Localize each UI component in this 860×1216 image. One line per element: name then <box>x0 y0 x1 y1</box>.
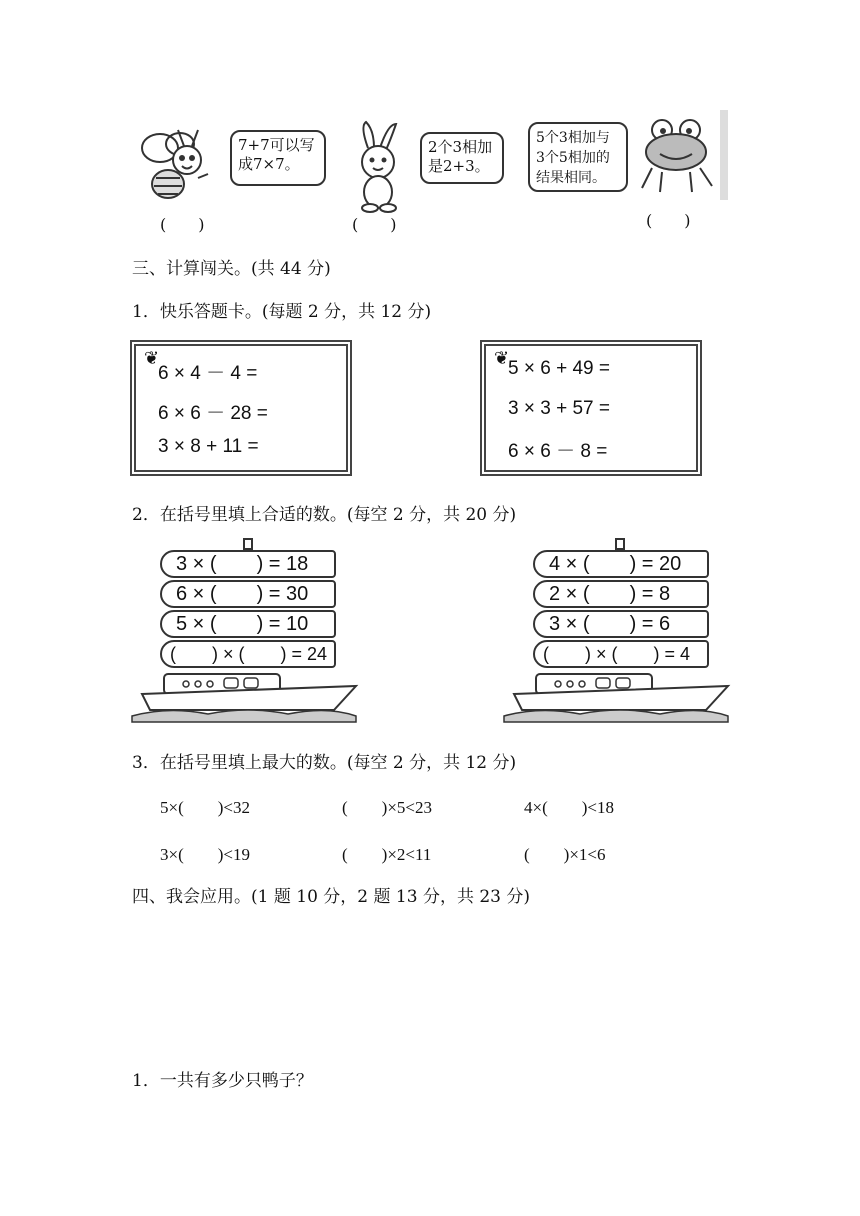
section3-q1-title: 1．快乐答题卡。(每题 2 分，共 12 分) <box>132 302 432 322</box>
section4-title: 四、我会应用。(1 题 10 分，2 题 13 分，共 23 分) <box>132 887 531 907</box>
section3-title: 三、计算闯关。(共 44 分) <box>132 259 331 279</box>
rabbit-speech-bubble <box>420 132 504 184</box>
boat-icon <box>500 666 732 726</box>
card-left-expr-2[interactable]: 6 × 6 － 28 = <box>158 403 268 424</box>
frog-answer-paren[interactable]: ( ) <box>646 211 691 230</box>
bee-speech-bubble <box>230 130 326 186</box>
mast <box>615 538 625 550</box>
rabbit-answer-paren[interactable]: ( ) <box>352 215 397 234</box>
rabbit-bubble-line-2: 是2+3。 <box>428 157 490 175</box>
section3-q2-title: 2．在括号里填上合适的数。(每空 2 分，共 20 分) <box>132 505 517 525</box>
bee-answer-paren[interactable]: ( ) <box>160 215 205 234</box>
frog-bubble-line-1: 5个3相加与 <box>536 130 610 146</box>
inequality-1[interactable]: 5×( )<32 <box>160 798 250 817</box>
frog-bubble-line-2: 3个5相加的 <box>536 150 610 166</box>
sail-left-3[interactable]: 5 × ( ) = 10 <box>160 610 336 638</box>
sail-right-1[interactable]: 4 × ( ) = 20 <box>533 550 709 578</box>
inequality-6[interactable]: ( )×1<6 <box>524 845 606 864</box>
inequality-3[interactable]: 4×( )<18 <box>524 798 614 817</box>
card-left-expr-1[interactable]: 6 × 4 － 4 = <box>158 363 258 384</box>
sail-left-1[interactable]: 3 × ( ) = 18 <box>160 550 336 578</box>
section4-q1-title: 1．一共有多少只鸭子？ <box>132 1071 313 1091</box>
answer-card-right <box>480 340 702 476</box>
inequality-4[interactable]: 3×( )<19 <box>160 845 250 864</box>
sail-left-2[interactable]: 6 × ( ) = 30 <box>160 580 336 608</box>
answer-card-left <box>130 340 352 476</box>
section3-q3-title: 3．在括号里填上最大的数。(每空 2 分，共 12 分) <box>132 753 517 773</box>
card-left-expr-3[interactable]: 3 × 8 + 11 = <box>158 436 259 457</box>
frog-speech-bubble <box>528 122 628 192</box>
boat-icon <box>128 666 360 726</box>
rabbit-icon <box>340 118 420 214</box>
inequality-2[interactable]: ( )×5<23 <box>342 798 432 817</box>
sail-left-4[interactable]: ( ) × ( ) = 24 <box>160 640 336 668</box>
sail-right-4[interactable]: ( ) × ( ) = 4 <box>533 640 709 668</box>
card-right-expr-3[interactable]: 6 × 6 － 8 = <box>508 441 608 462</box>
rabbit-bubble-line-1: 2个3相加 <box>428 138 493 156</box>
bee-bubble-line-2: 成7×7。 <box>238 155 300 173</box>
frog-icon <box>632 110 728 200</box>
inequality-5[interactable]: ( )×2<11 <box>342 845 432 864</box>
leaf-icon: ❦ <box>144 348 160 369</box>
card-right-expr-1[interactable]: 5 × 6 + 49 = <box>508 358 610 379</box>
bee-icon <box>132 118 222 208</box>
sail-right-2[interactable]: 2 × ( ) = 8 <box>533 580 709 608</box>
bee-bubble-line-1: 7+7可以写 <box>238 136 315 154</box>
frog-bubble-line-3: 结果相同。 <box>536 170 606 186</box>
sail-right-3[interactable]: 3 × ( ) = 6 <box>533 610 709 638</box>
leaf-icon: ❦ <box>494 348 510 369</box>
mast <box>243 538 253 550</box>
card-right-expr-2[interactable]: 3 × 3 + 57 = <box>508 398 610 419</box>
